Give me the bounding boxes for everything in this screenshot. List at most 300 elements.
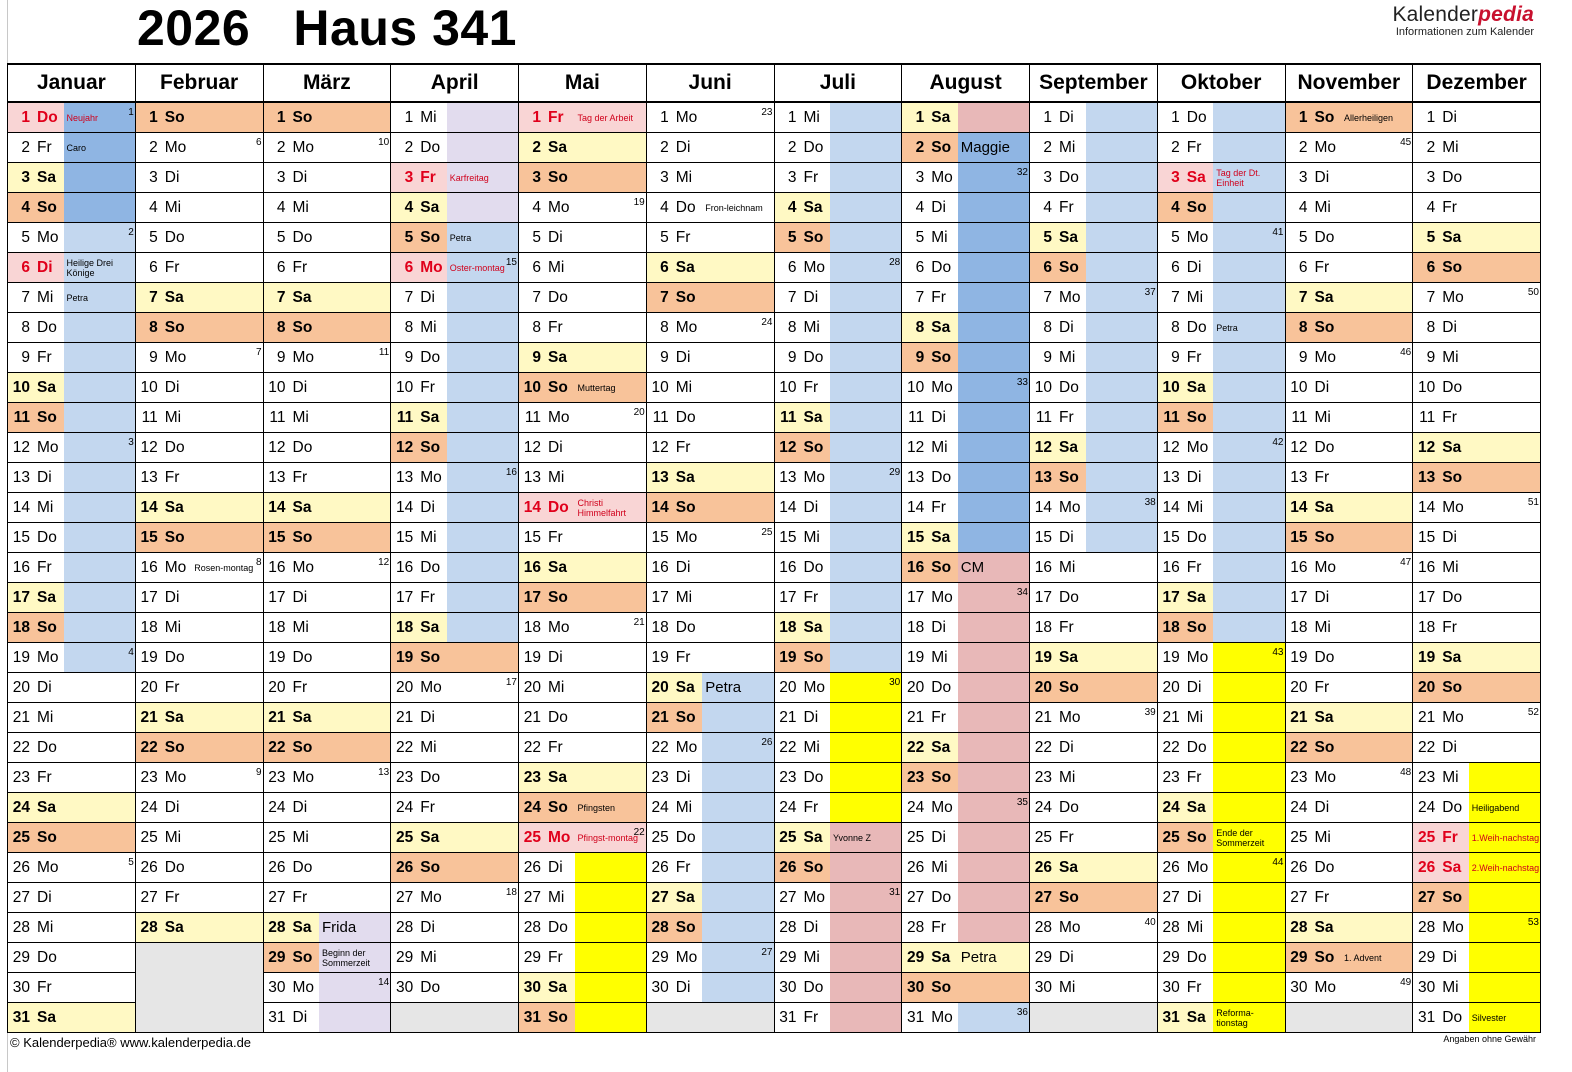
note-cell[interactable] [958,823,1030,853]
day-cell[interactable] [1030,433,1086,463]
day-cell[interactable] [902,763,958,793]
note-cell[interactable] [702,102,774,133]
day-cell[interactable] [1413,102,1469,133]
note-cell[interactable] [1469,373,1541,403]
day-cell[interactable] [1413,613,1469,643]
note-cell[interactable] [64,102,136,133]
note-cell[interactable] [830,283,902,313]
day-cell[interactable] [519,163,575,193]
day-cell[interactable] [646,493,702,523]
day-cell[interactable] [774,613,830,643]
note-cell[interactable] [319,883,391,913]
day-cell[interactable] [8,793,64,823]
note-cell[interactable] [702,163,774,193]
day-cell[interactable] [519,973,575,1003]
note-cell[interactable] [575,253,647,283]
note-cell[interactable] [1469,913,1541,943]
day-cell[interactable] [263,613,319,643]
day-cell[interactable] [135,853,191,883]
note-cell[interactable] [1213,823,1285,853]
note-cell[interactable] [319,763,391,793]
day-cell[interactable] [135,493,191,523]
note-cell[interactable] [447,253,519,283]
day-cell[interactable] [902,883,958,913]
note-cell[interactable] [1086,763,1158,793]
note-cell[interactable] [830,193,902,223]
day-cell[interactable] [8,493,64,523]
day-cell[interactable] [1285,313,1341,343]
day-cell[interactable] [1413,913,1469,943]
note-cell[interactable] [191,793,263,823]
day-cell[interactable] [646,613,702,643]
day-cell[interactable] [1413,823,1469,853]
note-cell[interactable] [575,1003,647,1033]
note-cell[interactable] [958,703,1030,733]
note-cell[interactable] [1341,133,1413,163]
day-cell[interactable] [263,553,319,583]
note-cell[interactable] [64,553,136,583]
note-cell[interactable] [1469,643,1541,673]
note-cell[interactable] [830,553,902,583]
day-cell[interactable] [391,823,447,853]
note-cell[interactable] [319,553,391,583]
day-cell[interactable] [1030,133,1086,163]
day-cell[interactable] [1413,253,1469,283]
note-cell[interactable] [191,223,263,253]
day-cell[interactable] [391,343,447,373]
day-cell[interactable] [1030,733,1086,763]
day-cell[interactable] [1285,763,1341,793]
note-cell[interactable] [1213,283,1285,313]
note-cell[interactable] [191,583,263,613]
note-cell[interactable] [702,373,774,403]
day-cell[interactable] [646,643,702,673]
day-cell[interactable] [902,643,958,673]
note-cell[interactable] [958,553,1030,583]
day-cell[interactable] [902,343,958,373]
note-cell[interactable] [702,433,774,463]
note-cell[interactable] [958,313,1030,343]
note-cell[interactable] [319,373,391,403]
day-cell[interactable] [263,1003,319,1033]
note-cell[interactable] [1341,463,1413,493]
note-cell[interactable] [64,313,136,343]
note-cell[interactable] [575,673,647,703]
note-cell[interactable] [702,253,774,283]
day-cell[interactable] [8,733,64,763]
day-cell[interactable] [1413,853,1469,883]
day-cell[interactable] [902,193,958,223]
note-cell[interactable] [1341,553,1413,583]
day-cell[interactable] [1157,163,1213,193]
day-cell[interactable] [263,523,319,553]
day-cell[interactable] [135,583,191,613]
note-cell[interactable] [1469,733,1541,763]
note-cell[interactable] [1341,343,1413,373]
note-cell[interactable] [1469,853,1541,883]
day-cell[interactable] [1285,373,1341,403]
day-cell[interactable] [902,433,958,463]
note-cell[interactable] [1341,643,1413,673]
note-cell[interactable] [191,553,263,583]
day-cell[interactable] [902,913,958,943]
note-cell[interactable] [1086,913,1158,943]
note-cell[interactable] [830,102,902,133]
note-cell[interactable] [1341,223,1413,253]
day-cell[interactable] [263,703,319,733]
day-cell[interactable] [1413,643,1469,673]
day-cell[interactable] [1413,553,1469,583]
day-cell[interactable] [263,433,319,463]
day-cell[interactable] [1413,313,1469,343]
day-cell[interactable] [774,313,830,343]
note-cell[interactable] [447,733,519,763]
day-cell[interactable] [1285,643,1341,673]
note-cell[interactable] [1086,433,1158,463]
day-cell[interactable] [902,523,958,553]
note-cell[interactable] [1086,223,1158,253]
day-cell[interactable] [1413,283,1469,313]
note-cell[interactable] [319,313,391,343]
day-cell[interactable] [1157,583,1213,613]
note-cell[interactable] [1341,973,1413,1003]
day-cell[interactable] [1413,373,1469,403]
note-cell[interactable] [1341,823,1413,853]
day-cell[interactable] [902,973,958,1003]
note-cell[interactable] [1469,463,1541,493]
note-cell[interactable] [1469,553,1541,583]
day-cell[interactable] [263,673,319,703]
note-cell[interactable] [447,133,519,163]
day-cell[interactable] [1030,373,1086,403]
note-cell[interactable] [447,673,519,703]
note-cell[interactable] [575,763,647,793]
note-cell[interactable] [191,493,263,523]
note-cell[interactable] [1086,973,1158,1003]
day-cell[interactable] [263,883,319,913]
note-cell[interactable] [191,853,263,883]
note-cell[interactable] [1213,403,1285,433]
note-cell[interactable] [64,943,136,973]
day-cell[interactable] [1157,823,1213,853]
day-cell[interactable] [391,553,447,583]
day-cell[interactable] [519,313,575,343]
day-cell[interactable] [519,253,575,283]
day-cell[interactable] [263,853,319,883]
note-cell[interactable] [830,583,902,613]
day-cell[interactable] [1413,463,1469,493]
day-cell[interactable] [391,943,447,973]
note-cell[interactable] [1086,373,1158,403]
note-cell[interactable] [575,553,647,583]
day-cell[interactable] [1285,102,1341,133]
day-cell[interactable] [519,703,575,733]
note-cell[interactable] [447,853,519,883]
day-cell[interactable] [8,823,64,853]
note-cell[interactable] [1086,253,1158,283]
day-cell[interactable] [1157,853,1213,883]
note-cell[interactable] [1469,583,1541,613]
day-cell[interactable] [1413,943,1469,973]
day-cell[interactable] [1157,553,1213,583]
day-cell[interactable] [1285,523,1341,553]
day-cell[interactable] [519,853,575,883]
note-cell[interactable] [830,433,902,463]
note-cell[interactable] [447,583,519,613]
day-cell[interactable] [519,493,575,523]
day-cell[interactable] [8,193,64,223]
day-cell[interactable] [1413,343,1469,373]
day-cell[interactable] [902,703,958,733]
note-cell[interactable] [958,373,1030,403]
day-cell[interactable] [519,343,575,373]
day-cell[interactable] [1285,973,1341,1003]
day-cell[interactable] [8,913,64,943]
day-cell[interactable] [1413,733,1469,763]
day-cell[interactable] [391,493,447,523]
day-cell[interactable] [8,373,64,403]
day-cell[interactable] [1285,733,1341,763]
day-cell[interactable] [135,913,191,943]
note-cell[interactable] [1213,553,1285,583]
note-cell[interactable] [1213,313,1285,343]
note-cell[interactable] [1341,253,1413,283]
note-cell[interactable] [1213,793,1285,823]
note-cell[interactable] [702,703,774,733]
day-cell[interactable] [1157,913,1213,943]
day-cell[interactable] [774,973,830,1003]
note-cell[interactable] [64,133,136,163]
day-cell[interactable] [135,403,191,433]
day-cell[interactable] [8,343,64,373]
note-cell[interactable] [702,643,774,673]
day-cell[interactable] [1030,763,1086,793]
day-cell[interactable] [774,253,830,283]
note-cell[interactable] [1086,313,1158,343]
day-cell[interactable] [519,463,575,493]
day-cell[interactable] [135,373,191,403]
day-cell[interactable] [646,703,702,733]
day-cell[interactable] [1285,613,1341,643]
note-cell[interactable] [1469,163,1541,193]
day-cell[interactable] [1285,253,1341,283]
note-cell[interactable] [1341,583,1413,613]
note-cell[interactable] [575,163,647,193]
day-cell[interactable] [135,733,191,763]
day-cell[interactable] [1285,193,1341,223]
note-cell[interactable] [64,673,136,703]
brand-logo[interactable] [1392,4,1534,38]
note-cell[interactable] [319,643,391,673]
note-cell[interactable] [702,523,774,553]
day-cell[interactable] [135,523,191,553]
note-cell[interactable] [702,973,774,1003]
note-cell[interactable] [575,463,647,493]
note-cell[interactable] [191,433,263,463]
note-cell[interactable] [319,733,391,763]
day-cell[interactable] [135,883,191,913]
day-cell[interactable] [1413,703,1469,733]
day-cell[interactable] [1413,133,1469,163]
note-cell[interactable] [1086,163,1158,193]
day-cell[interactable] [1157,793,1213,823]
day-cell[interactable] [646,973,702,1003]
note-cell[interactable] [319,853,391,883]
day-cell[interactable] [1157,523,1213,553]
day-cell[interactable] [646,793,702,823]
day-cell[interactable] [902,553,958,583]
note-cell[interactable] [1341,373,1413,403]
day-cell[interactable] [646,403,702,433]
day-cell[interactable] [8,102,64,133]
note-cell[interactable] [1469,763,1541,793]
day-cell[interactable] [519,373,575,403]
day-cell[interactable] [646,373,702,403]
note-cell[interactable] [958,523,1030,553]
note-cell[interactable] [1086,133,1158,163]
note-cell[interactable] [958,493,1030,523]
day-cell[interactable] [1285,463,1341,493]
day-cell[interactable] [391,403,447,433]
note-cell[interactable] [191,613,263,643]
note-cell[interactable] [575,283,647,313]
note-cell[interactable] [958,733,1030,763]
note-cell[interactable] [1469,943,1541,973]
day-cell[interactable] [1157,313,1213,343]
note-cell[interactable] [702,913,774,943]
day-cell[interactable] [1157,763,1213,793]
day-cell[interactable] [1157,883,1213,913]
note-cell[interactable] [575,583,647,613]
day-cell[interactable] [1285,793,1341,823]
day-cell[interactable] [263,493,319,523]
day-cell[interactable] [1157,283,1213,313]
day-cell[interactable] [774,523,830,553]
day-cell[interactable] [519,553,575,583]
day-cell[interactable] [1030,823,1086,853]
note-cell[interactable] [702,583,774,613]
note-cell[interactable] [958,943,1030,973]
day-cell[interactable] [135,763,191,793]
note-cell[interactable] [191,343,263,373]
day-cell[interactable] [1030,883,1086,913]
day-cell[interactable] [263,583,319,613]
day-cell[interactable] [391,223,447,253]
note-cell[interactable] [702,223,774,253]
note-cell[interactable] [958,1003,1030,1033]
note-cell[interactable] [958,433,1030,463]
day-cell[interactable] [902,163,958,193]
day-cell[interactable] [263,193,319,223]
day-cell[interactable] [902,133,958,163]
day-cell[interactable] [391,102,447,133]
day-cell[interactable] [1413,223,1469,253]
note-cell[interactable] [1341,673,1413,703]
day-cell[interactable] [1157,493,1213,523]
day-cell[interactable] [774,163,830,193]
note-cell[interactable] [702,883,774,913]
day-cell[interactable] [8,703,64,733]
day-cell[interactable] [902,583,958,613]
note-cell[interactable] [575,913,647,943]
day-cell[interactable] [1030,973,1086,1003]
day-cell[interactable] [902,733,958,763]
note-cell[interactable] [702,553,774,583]
day-cell[interactable] [8,463,64,493]
note-cell[interactable] [958,223,1030,253]
day-cell[interactable] [1285,343,1341,373]
note-cell[interactable] [1213,102,1285,133]
note-cell[interactable] [319,133,391,163]
day-cell[interactable] [1157,463,1213,493]
note-cell[interactable] [1086,553,1158,583]
day-cell[interactable] [8,763,64,793]
note-cell[interactable] [702,343,774,373]
day-cell[interactable] [902,673,958,703]
note-cell[interactable] [1213,673,1285,703]
note-cell[interactable] [958,193,1030,223]
day-cell[interactable] [263,733,319,763]
note-cell[interactable] [830,883,902,913]
day-cell[interactable] [519,523,575,553]
note-cell[interactable] [64,253,136,283]
day-cell[interactable] [1030,343,1086,373]
day-cell[interactable] [1285,883,1341,913]
day-cell[interactable] [8,943,64,973]
day-cell[interactable] [1285,553,1341,583]
note-cell[interactable] [191,253,263,283]
note-cell[interactable] [319,193,391,223]
day-cell[interactable] [1157,373,1213,403]
note-cell[interactable] [702,793,774,823]
note-cell[interactable] [575,343,647,373]
note-cell[interactable] [64,883,136,913]
note-cell[interactable] [1086,883,1158,913]
day-cell[interactable] [135,102,191,133]
day-cell[interactable] [774,763,830,793]
note-cell[interactable] [447,193,519,223]
note-cell[interactable] [702,853,774,883]
note-cell[interactable] [1086,793,1158,823]
day-cell[interactable] [774,493,830,523]
day-cell[interactable] [646,102,702,133]
note-cell[interactable] [1469,403,1541,433]
day-cell[interactable] [1157,193,1213,223]
note-cell[interactable] [1469,343,1541,373]
note-cell[interactable] [1341,853,1413,883]
day-cell[interactable] [263,763,319,793]
day-cell[interactable] [774,283,830,313]
day-cell[interactable] [1030,643,1086,673]
note-cell[interactable] [958,463,1030,493]
note-cell[interactable] [575,433,647,463]
day-cell[interactable] [1413,193,1469,223]
day-cell[interactable] [263,223,319,253]
day-cell[interactable] [902,793,958,823]
note-cell[interactable] [447,102,519,133]
note-cell[interactable] [319,463,391,493]
day-cell[interactable] [1285,163,1341,193]
note-cell[interactable] [830,313,902,343]
note-cell[interactable] [1213,493,1285,523]
day-cell[interactable] [1285,913,1341,943]
note-cell[interactable] [1086,643,1158,673]
note-cell[interactable] [1341,883,1413,913]
note-cell[interactable] [1341,163,1413,193]
note-cell[interactable] [191,823,263,853]
note-cell[interactable] [1341,523,1413,553]
day-cell[interactable] [1413,523,1469,553]
